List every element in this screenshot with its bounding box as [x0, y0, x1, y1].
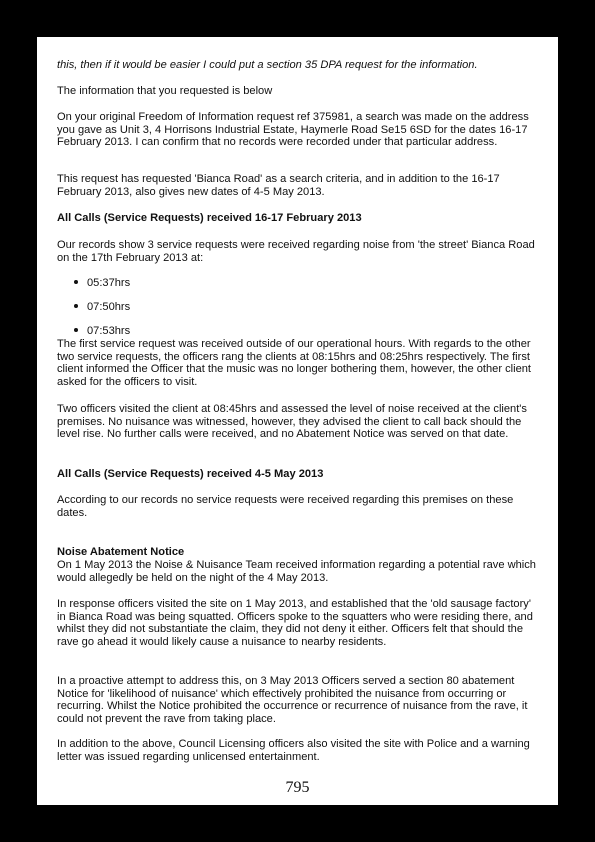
- time-label: 05:37hrs: [87, 277, 131, 289]
- abatement-notice-paragraph: In a proactive attempt to address this, on 3 May 2013 Officers served a section 80 abatement Notice for 'likelihood of nuisance' which effectively prohibited the nuisance from occurring or recurring. Whilst the Notice prohibited the occurrence or recurrence of nuisance from the rave, it could not prevent the rave from taking place.: [57, 675, 528, 725]
- bianca-road-paragraph: This request has requested 'Bianca Road' as a search criteria, and in addition to the 16-17 February 2013, also gives new dates of 4-5 May 2013.: [57, 173, 500, 198]
- records-paragraph: Our records show 3 service requests were received regarding noise from 'the street' Bianca Road on the 17th February 2013 at:: [57, 239, 535, 264]
- first-request-paragraph: The first service request was received outside of our operational hours. With regards to the other two service requests, the officers rang the clients at 08:15hrs and 08:25hrs respectively. The first client informed the Officer that the music was no longer bothering them, however, the other client asked for the officers to visit.: [57, 338, 531, 388]
- document-page: [37, 37, 558, 805]
- site-visit-paragraph: In response officers visited the site on 1 May 2013, and established that the 'old sausage factory' in Bianca Road was being squatted. Officers spoke to the squatters who were residing there, and whilst they did not substantiate the claim, they did not deny it either. Officers felt that should the rave go ahead it would likely cause a nuisance to nearby residents.: [57, 598, 533, 648]
- time-label: 07:53hrs: [87, 325, 131, 337]
- bullet-icon: [74, 328, 78, 332]
- intro-continuation: this, then if it would be easier I could put a section 35 DPA request for the information.: [57, 59, 478, 71]
- original-request-paragraph: On your original Freedom of Information request ref 375981, a search was made on the address you gave as Unit 3, 4 Horrisons Industrial Estate, Haymerle Road Se15 6SD for the dates 16-17 February 2013. I can confirm that no records were recorded under that particular address.: [57, 111, 529, 149]
- licensing-paragraph: In addition to the above, Council Licensing officers also visited the site with Police and a warning letter was issued regarding unlicensed entertainment.: [57, 738, 530, 763]
- officers-visited-paragraph: Two officers visited the client at 08:45hrs and assessed the level of noise received at the client's premises. No nuisance was witnessed, however, they advised the client to call back should the level rise. No further calls were received, and no Abatement Notice was served on that date.: [57, 403, 527, 441]
- page-number: 795: [285, 779, 310, 796]
- list-item: [74, 277, 130, 290]
- bullet-icon: [74, 304, 78, 308]
- time-label: 07:50hrs: [87, 301, 131, 313]
- heading-may-calls: All Calls (Service Requests) received 4-5 May 2013: [57, 468, 324, 480]
- bullet-icon: [74, 280, 78, 284]
- info-requested-line: The information that you requested is below: [57, 85, 273, 97]
- rave-info-paragraph: On 1 May 2013 the Noise & Nuisance Team received information regarding a potential rave which would allegedly be held on the night of the 4 May 2013.: [57, 559, 536, 584]
- no-requests-paragraph: According to our records no service requests were received regarding this premises on these dates.: [57, 494, 514, 519]
- list-item: [74, 325, 130, 338]
- heading-february-calls: All Calls (Service Requests) received 16-17 February 2013: [57, 212, 362, 224]
- list-item: [74, 301, 130, 314]
- heading-noise-abatement: Noise Abatement Notice: [57, 546, 185, 558]
